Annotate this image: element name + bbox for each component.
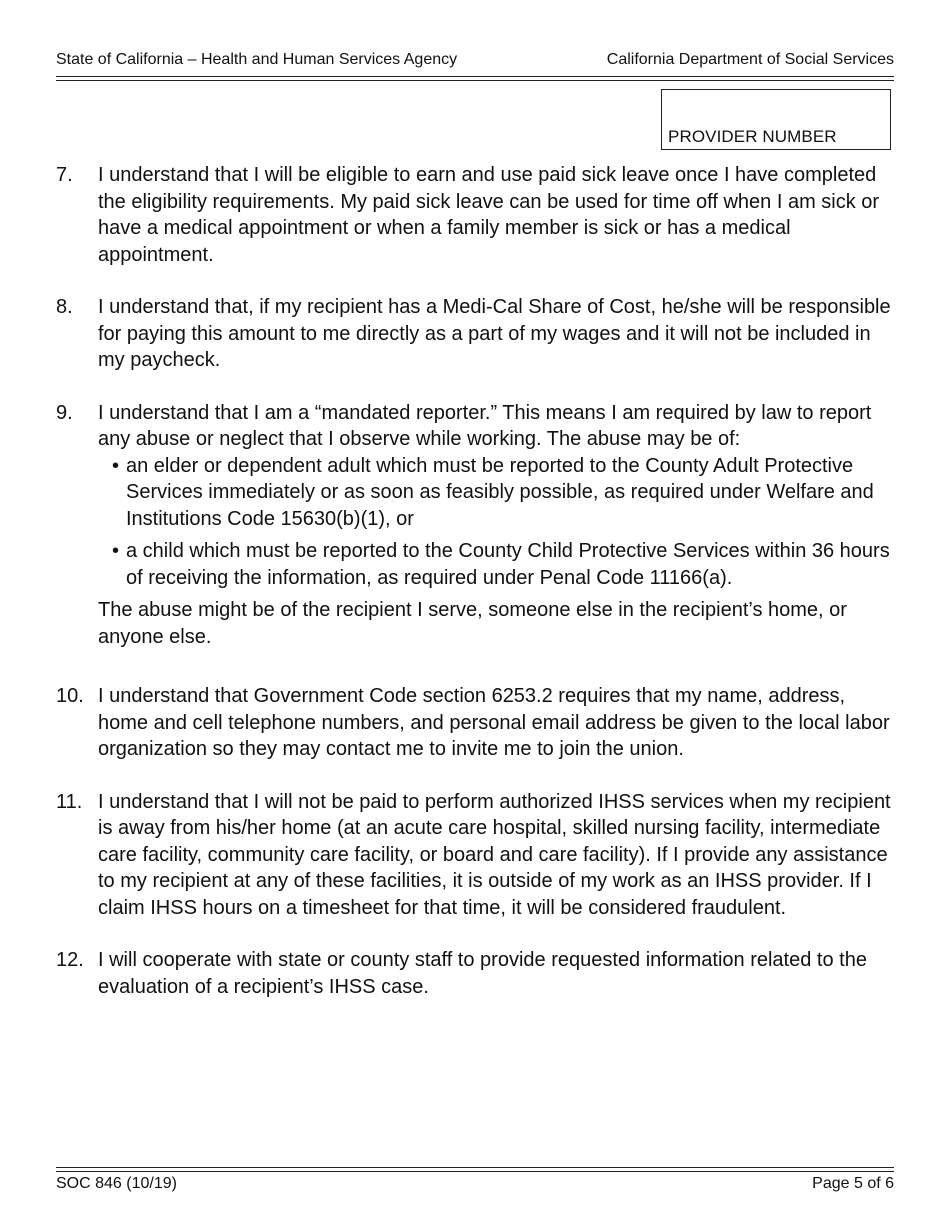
bullet-text: an elder or dependent adult which must be reported to the County Adult Protective Services immediately or as soon as feasibly possible, as required under Welfare and Institutions Code 15630(b)(1), or <box>126 454 874 530</box>
bullet-glyph: • <box>112 540 120 562</box>
document-body <box>56 162 900 1000</box>
list-item-12 <box>56 947 900 1000</box>
page-number: Page 5 of 6 <box>812 1175 894 1192</box>
item-text: I understand that I will be eligible to earn and use paid sick leave once I have completed the eligibility requirements. My paid sick leave can be used for time off when I am sick or have a medical appointment or when a family member is sick or has a medical appointment. <box>98 164 880 266</box>
list-item-9 <box>56 400 900 651</box>
department-name: California Department of Social Services <box>606 51 894 68</box>
footer-divider <box>56 1167 894 1172</box>
list-item-7 <box>56 162 900 268</box>
bullet-text: a child which must be reported to the County Child Protective Services within 36 hours of receiving the information, as required under Penal Code 11166(a). <box>126 540 890 589</box>
item-number: 8. <box>56 296 73 318</box>
list-item-10 <box>56 683 900 763</box>
item-number: 10. <box>56 685 84 707</box>
provider-number-label: PROVIDER NUMBER <box>668 127 837 146</box>
form-number: SOC 846 (10/19) <box>56 1175 177 1192</box>
header-divider <box>56 76 894 81</box>
agency-name: State of California – Health and Human Services Agency <box>56 51 458 68</box>
item-text: I understand that Government Code section 6253.2 requires that my name, address, home and cell telephone numbers, and personal email address be given to the local labor organization so they may contact me to invite me to join the union. <box>98 685 890 760</box>
bullet-glyph: • <box>112 454 120 477</box>
page-header <box>56 51 894 73</box>
bullet-list <box>98 453 900 592</box>
item-number: 7. <box>56 164 73 186</box>
list-item-8 <box>56 294 900 374</box>
item-text: I understand that I am a “mandated reporter.” This means I am required by law to report any abuse or neglect that I observe while working. The abuse may be of: <box>98 401 872 450</box>
item-number: 9. <box>56 401 73 424</box>
bullet-item <box>98 453 900 533</box>
list-item-11 <box>56 789 900 922</box>
item-text: I will cooperate with state or county staff to provide requested information related to the evaluation of a recipient’s IHSS case. <box>98 949 867 998</box>
item-text: I understand that I will not be paid to perform authorized IHSS services when my recipient is away from his/her home (at an acute care hospital, skilled nursing facility, intermediate care facility, community care facility, or board and care facility). If I provide any assistance to my recipient at any of these facilities, it is outside of my work as an IHSS provider. If I claim IHSS hours on a timesheet for that time, it will be considered fraudulent. <box>98 790 891 919</box>
item-text: I understand that, if my recipient has a Medi-Cal Share of Cost, he/she will be responsible for paying this amount to me directly as a part of my wages and it will not be included in my paycheck. <box>98 296 891 371</box>
bullet-item <box>98 538 900 591</box>
item-closing-text: The abuse might be of the recipient I serve, someone else in the recipient’s home, or anyone else. <box>98 599 847 648</box>
item-number: 11. <box>56 790 83 813</box>
provider-number-field[interactable] <box>661 89 891 150</box>
item-number: 12. <box>56 949 84 971</box>
